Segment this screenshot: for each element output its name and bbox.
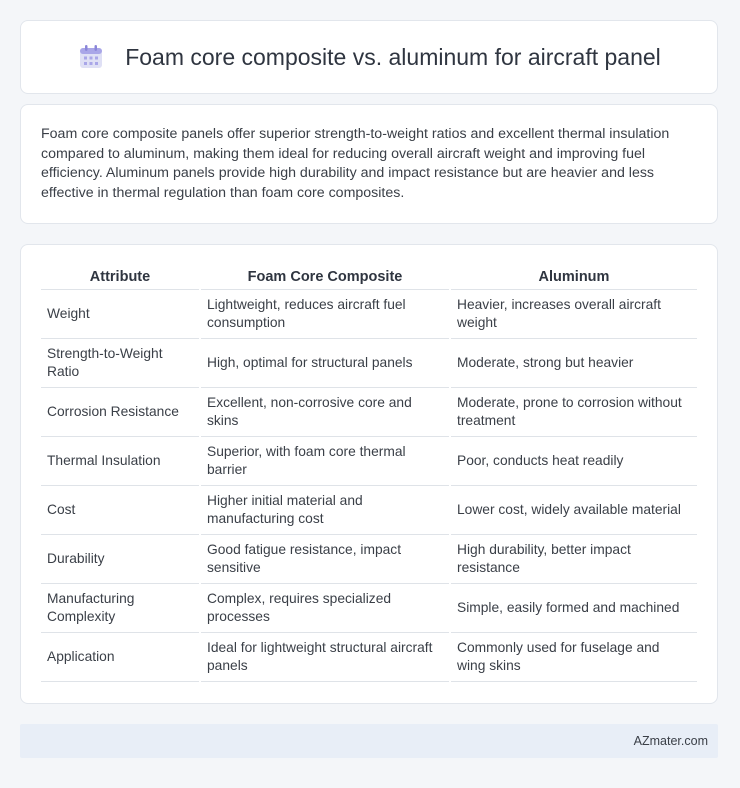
table-row <box>41 535 697 584</box>
table-row <box>41 339 697 388</box>
column-header-foam-core: Foam Core Composite <box>201 265 449 290</box>
footer-site-link[interactable]: AZmater.com <box>633 734 708 748</box>
table-row <box>41 388 697 437</box>
intro-paragraph: Foam core composite panels offer superior strength-to-weight ratios and excellent thermal insulation compared to aluminum, making them ideal for reducing overall aircraft weight and improving fuel efficiency. Aluminum panels provide high durability and impact resistance but are heavier and less effective in thermal regulation than foam core composites. <box>41 126 670 201</box>
table-header-row <box>41 265 697 290</box>
foam-core-cell: Ideal for lightweight structural aircraft panels <box>201 633 449 682</box>
foam-core-cell: Superior, with foam core thermal barrier <box>201 437 449 486</box>
aluminum-cell: Lower cost, widely available material <box>451 486 697 535</box>
comparison-table-card <box>20 244 718 704</box>
footer-bar <box>20 724 718 758</box>
attribute-cell: Cost <box>41 486 199 535</box>
foam-core-cell: Complex, requires specialized processes <box>201 584 449 633</box>
attribute-cell: Weight <box>41 290 199 339</box>
attribute-cell: Corrosion Resistance <box>41 388 199 437</box>
foam-core-cell: High, optimal for structural panels <box>201 339 449 388</box>
comparison-table <box>39 265 699 682</box>
table-row <box>41 486 697 535</box>
aluminum-cell: High durability, better impact resistance <box>451 535 697 584</box>
page-title: Foam core composite vs. aluminum for aircraft panel <box>125 43 661 70</box>
table-row <box>41 584 697 633</box>
attribute-cell: Application <box>41 633 199 682</box>
intro-card <box>20 104 718 224</box>
aluminum-cell: Heavier, increases overall aircraft weight <box>451 290 697 339</box>
attribute-cell: Strength-to-Weight Ratio <box>41 339 199 388</box>
aluminum-cell: Moderate, prone to corrosion without treatment <box>451 388 697 437</box>
attribute-cell: Manufacturing Complexity <box>41 584 199 633</box>
table-row <box>41 290 697 339</box>
foam-core-cell: Higher initial material and manufacturing cost <box>201 486 449 535</box>
aluminum-cell: Moderate, strong but heavier <box>451 339 697 388</box>
foam-core-cell: Good fatigue resistance, impact sensitive <box>201 535 449 584</box>
attribute-cell: Thermal Insulation <box>41 437 199 486</box>
table-row <box>41 633 697 682</box>
column-header-aluminum: Aluminum <box>451 265 697 290</box>
aluminum-cell: Poor, conducts heat readily <box>451 437 697 486</box>
foam-core-cell: Lightweight, reduces aircraft fuel consumption <box>201 290 449 339</box>
attribute-cell: Durability <box>41 535 199 584</box>
calendar-icon <box>77 43 105 71</box>
column-header-attribute: Attribute <box>41 265 199 290</box>
title-card <box>20 20 718 94</box>
table-row <box>41 437 697 486</box>
aluminum-cell: Simple, easily formed and machined <box>451 584 697 633</box>
aluminum-cell: Commonly used for fuselage and wing skins <box>451 633 697 682</box>
title-row <box>77 43 661 71</box>
foam-core-cell: Excellent, non-corrosive core and skins <box>201 388 449 437</box>
